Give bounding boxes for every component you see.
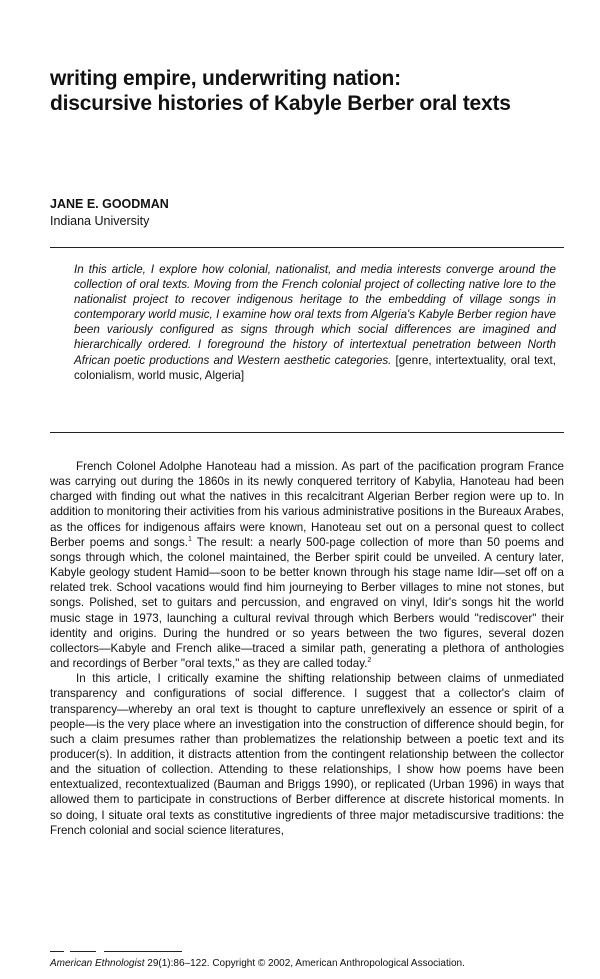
abstract	[74, 262, 556, 383]
body-text: French Colonel Adolphe Hanoteau had a mission. As part of the pacification program France was carrying out during the 1860s in its newly conquered territory of Kabylia, Hanoteau had been charged with finding out what the natives in this recalcitrant Algerian Berber region were up to. In addition to monitoring their activities from his various administrative positions in the Bureaux Arabes, as the offices for indigenous affairs were known, Hanoteau set out on a personal quest to collect Berber poems and songs.	[50, 460, 564, 549]
abstract-top-rule	[50, 247, 564, 248]
footer-rule-1	[50, 951, 64, 952]
body-paragraph: In this article, I critically examine the shifting relationship between claims of unmediated transparency and configurations of social difference. I suggest that a collector's claim of transparency—whereby an oral text is thought to capture unreflexively an essence or spirit of a people—is the very place where an investigation into the construction of difference should begin, for such a claim presumes rather than problematizes the relationship between a poetic text and its producer(s). In addition, it distracts attention from the contingent relationship between the collector and the situation of collection. Attending to these relationships, I show how poems have been entextualized, recontextualized (Bauman and Briggs 1990), or replicated (Urban 1996) in ways that allowed them to participate in constructions of Berber difference at discrete historical moments. In so doing, I situate oral texts as constitutive ingredients of three major metadiscursive traditions: the French colonial and social science literatures,	[50, 672, 564, 837]
citation-text: 29(1):86–122. Copyright © 2002, American Anthropological Association.	[144, 958, 465, 969]
author-affiliation: Indiana University	[50, 214, 150, 228]
citation-footer	[50, 958, 465, 969]
article-body	[50, 459, 564, 838]
abstract-bottom-rule	[50, 432, 564, 433]
abstract-keywords: [genre, intertextuality, oral text, colonialism, world music, Algeria]	[74, 353, 556, 382]
footnote-ref: 1	[188, 535, 192, 543]
body-paragraph	[50, 459, 564, 671]
title-line-2: discursive histories of Kabyle Berber oral texts	[50, 92, 511, 115]
footer-rule-3	[104, 951, 182, 952]
abstract-text: In this article, I explore how colonial, nationalist, and media interests converge around the collection of oral texts. Moving from the French colonial project of collecting native lore to the nationalist project to recover indigenous heritage to the embedding of village songs in contemporary world music, I examine how oral texts from Algeria's Kabyle Berber region have been variously configured as signs through which social differences are imagined and hierarchically ordered. I foreground the history of intertextual penetration between North African poetic productions and Western aesthetic categories.	[74, 263, 556, 367]
title-line-1: writing empire, underwriting nation:	[50, 67, 401, 90]
footer-rule-2	[70, 951, 96, 952]
journal-name: American Ethnologist	[50, 958, 145, 969]
footnote-ref: 2	[367, 657, 372, 665]
article-title	[50, 66, 570, 116]
body-text: The result: a nearly 500-page collection of more than 50 poems and songs through which, the colonel maintained, the Berber spirit could be unveiled. A century later, Kabyle geology student Hamid—soon to be better known through his stage name Idir—set off on a related trek. School vacations would find him journeying to Berber villages to mine not stones, but songs. Polished, set to guitars and percussion, and engraved on vinyl, Idir's songs hit the world music stage in 1973, launching a cultural revival through which Berbers would "rediscover" their identity and origins. During the hundred or so years between the two figures, several dozen collectors—Kabyle and French alike—traced a similar path, generating a plethora of anthologies and recordings of Berber "oral texts," as they are called today.	[50, 535, 564, 671]
author-name: JANE E. GOODMAN	[50, 197, 169, 211]
